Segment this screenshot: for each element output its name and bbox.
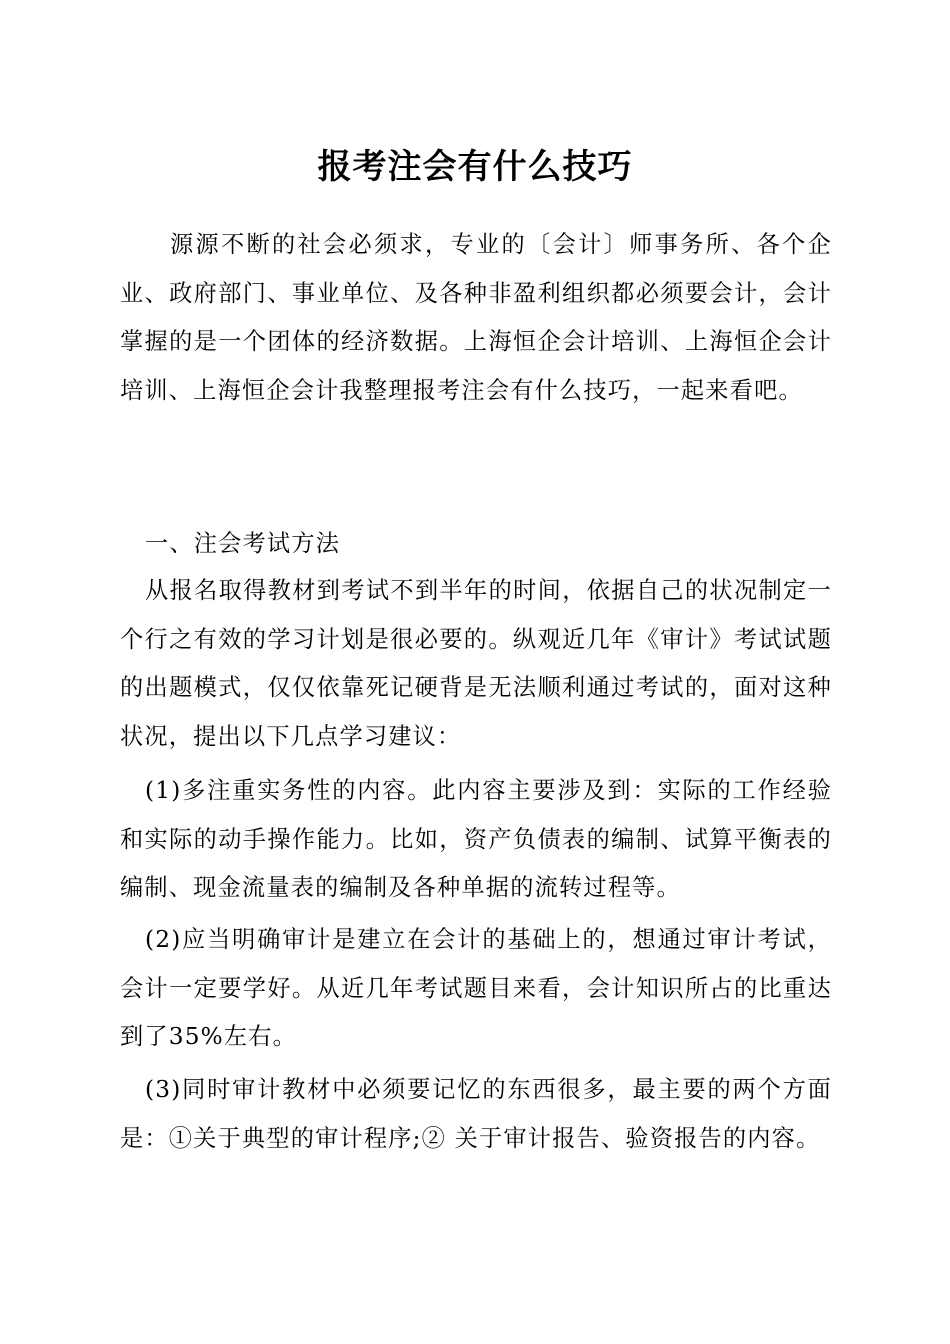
section-heading: 一、注会考试方法 bbox=[145, 530, 341, 557]
intro-paragraph: 源源不断的社会必须求，专业的〔会计〕师事务所、各个企业、政府部门、事业单位、及各种非盈利组织都必须要会计，会计掌握的是一个团体的经济数据。上海恒企会计培训、上海恒企会计培训、上海恒企会计我整理报考注会有什么技巧，一起来看吧。 bbox=[120, 231, 832, 404]
document-title: 报考注会有什么技巧 bbox=[317, 147, 633, 187]
list-item-2: (2)应当明确审计是建立在会计的基础上的，想通过审计考试，会计一定要学好。从近几年考试题目来看，会计知识所占的比重达到了35%左右。 bbox=[120, 926, 832, 1050]
list-item-1: (1)多注重实务性的内容。此内容主要涉及到：实际的工作经验和实际的动手操作能力。比如，资产负债表的编制、试算平衡表的编制、现金流量表的编制及各种单据的流转过程等。 bbox=[120, 777, 832, 901]
list-item-3: (3)同时审计教材中必须要记忆的东西很多，最主要的两个方面是：①关于典型的审计程序;② 关于审计报告、验资报告的内容。 bbox=[120, 1076, 832, 1152]
method-paragraph: 从报名取得教材到考试不到半年的时间，依据自己的状况制定一个行之有效的学习计划是很必要的。纵观近几年《审计》考试试题的出题模式，仅仅依靠死记硬背是无法顺利通过考试的，面对这种状况，提出以下几点学习建议： bbox=[120, 577, 832, 750]
